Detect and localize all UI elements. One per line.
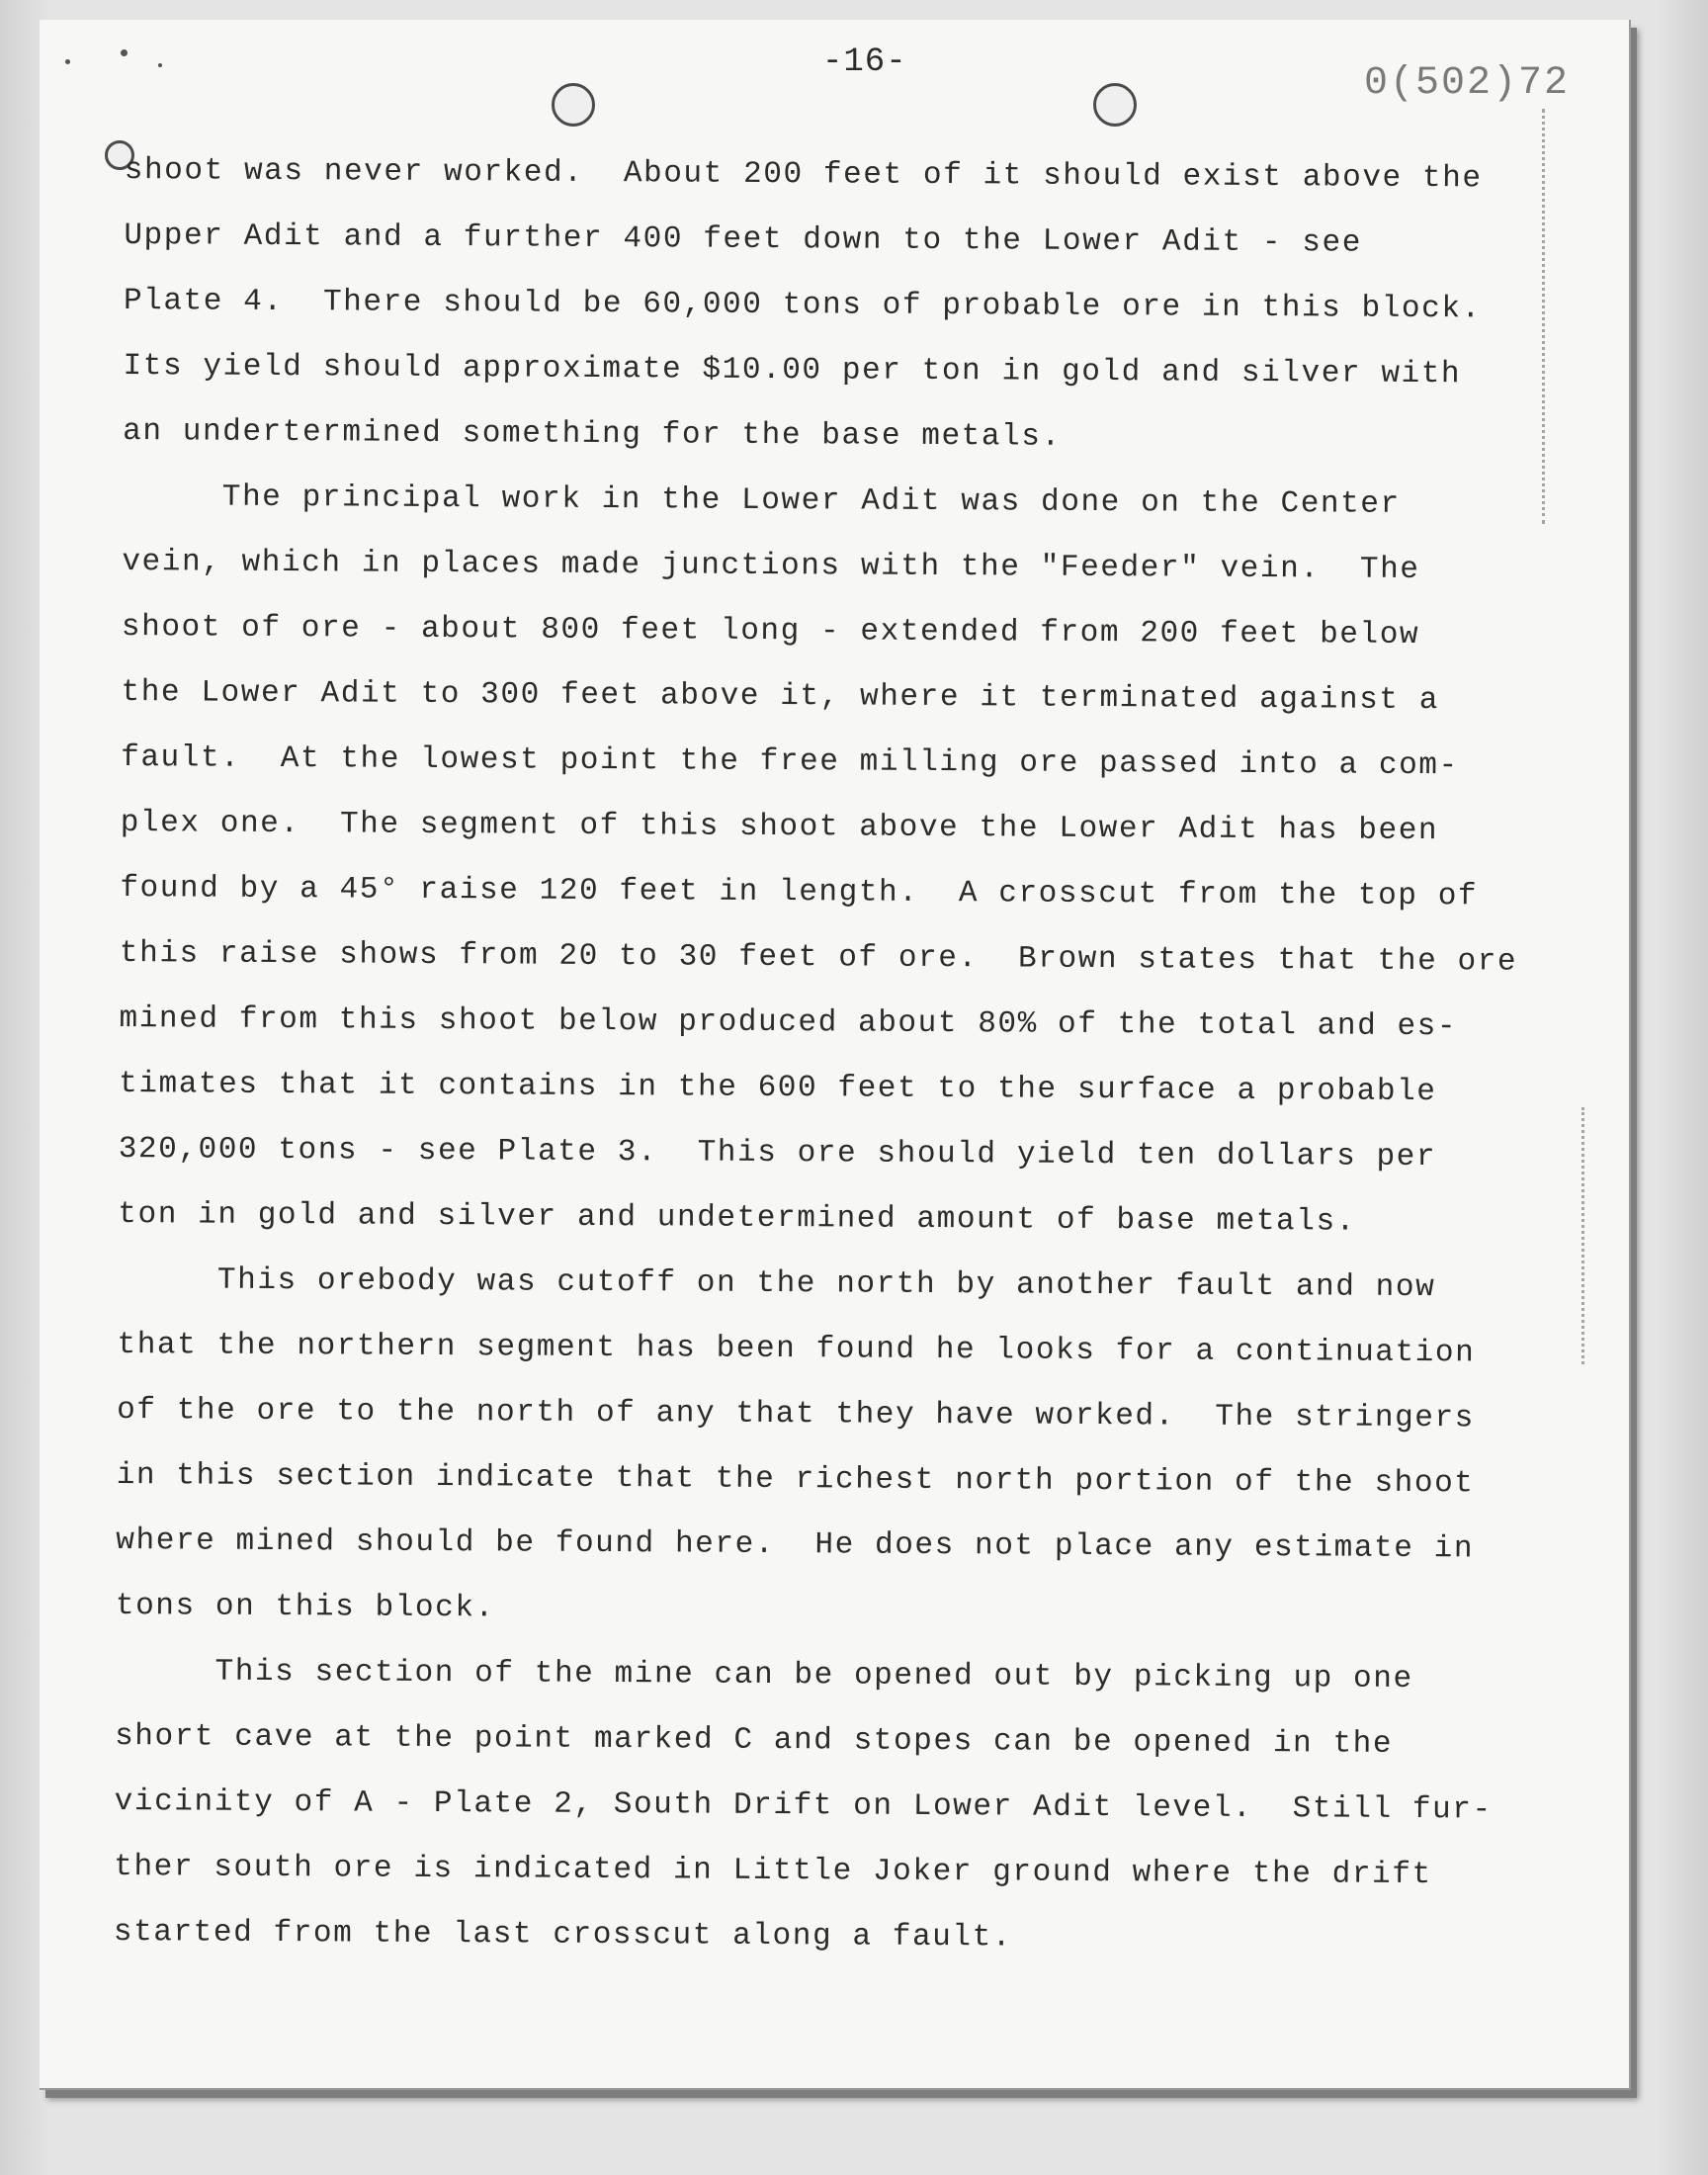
text-line: the Lower Adit to 300 feet above it, where it terminated against a	[121, 674, 1440, 719]
document-body	[114, 138, 1528, 1974]
text-line: found by a 45° raise 120 feet in length. A crosscut from the top of	[120, 870, 1479, 914]
text-line: short cave at the point marked C and stopes can be opened in the	[115, 1718, 1394, 1762]
text-line: vicinity of A - Plate 2, South Drift on Lower Adit level. Still fur-	[114, 1784, 1493, 1828]
paragraph	[123, 138, 1528, 474]
text-line: This orebody was cutoff on the north by another fault and now	[117, 1262, 1436, 1306]
text-line: 320,000 tons - see Plate 3. This ore should yield ten dollars per	[118, 1131, 1437, 1175]
scan-edge-noise	[1542, 109, 1549, 524]
text-line: Plate 4. There should be 60,000 tons of probable ore in this block.	[123, 283, 1482, 327]
paragraph	[114, 1639, 1519, 1974]
text-line: where mined should be found here. He does not place any estimate in	[116, 1522, 1475, 1567]
text-line: plex one. The segment of this shoot above the Lower Adit has been	[120, 805, 1439, 849]
paragraph	[116, 1248, 1521, 1648]
text-line: this raise shows from 20 to 30 feet of ore. Brown states that the ore	[119, 935, 1518, 980]
text-line: vein, which in places made junctions with the "Feeder" vein. The	[122, 544, 1420, 588]
text-line: ton in gold and silver and undetermined amount of base metals.	[118, 1196, 1357, 1240]
page-number: -16-	[822, 44, 907, 81]
scan-speck	[65, 59, 70, 64]
text-line: shoot was never worked. About 200 feet of it should exist above the	[124, 152, 1483, 197]
text-line: Upper Adit and a further 400 feet down to the Lower Adit - see	[124, 218, 1363, 261]
paragraph	[118, 465, 1526, 1257]
text-line: that the northern segment has been found he looks for a continuation	[117, 1327, 1476, 1371]
text-line: The principal work in the Lower Adit was done on the Center	[122, 478, 1401, 522]
scan-speck	[158, 63, 162, 67]
text-line: of the ore to the north of any that they have worked. The stringers	[117, 1392, 1476, 1436]
punch-hole-icon	[1093, 83, 1137, 127]
scan-speck	[121, 49, 128, 56]
text-line: Its yield should approximate $10.00 per ton in gold and silver with	[123, 348, 1462, 392]
text-line: ther south ore is indicated in Little Joker ground where the drift	[114, 1849, 1432, 1893]
punch-hole-icon	[552, 83, 595, 127]
text-line: an undertermined something for the base metals.	[123, 413, 1062, 455]
text-line: started from the last crosscut along a fault.	[113, 1914, 1013, 1956]
text-line: shoot of ore - about 800 feet long - extended from 200 feet below	[121, 609, 1420, 653]
text-line: mined from this shoot below produced about 80% of the total and es-	[119, 1000, 1458, 1045]
text-line: This section of the mine can be opened out by picking up one	[115, 1653, 1413, 1696]
document-id: 0(502)72	[1364, 61, 1571, 106]
scan-edge-noise	[1581, 1107, 1588, 1364]
text-line: timates that it contains in the 600 feet to the surface a probable	[119, 1066, 1437, 1110]
text-line: fault. At the lowest point the free milling ore passed into a com-	[121, 740, 1459, 784]
text-line: in this section indicate that the richest north portion of the shoot	[116, 1457, 1475, 1502]
text-line: tons on this block.	[115, 1588, 495, 1626]
